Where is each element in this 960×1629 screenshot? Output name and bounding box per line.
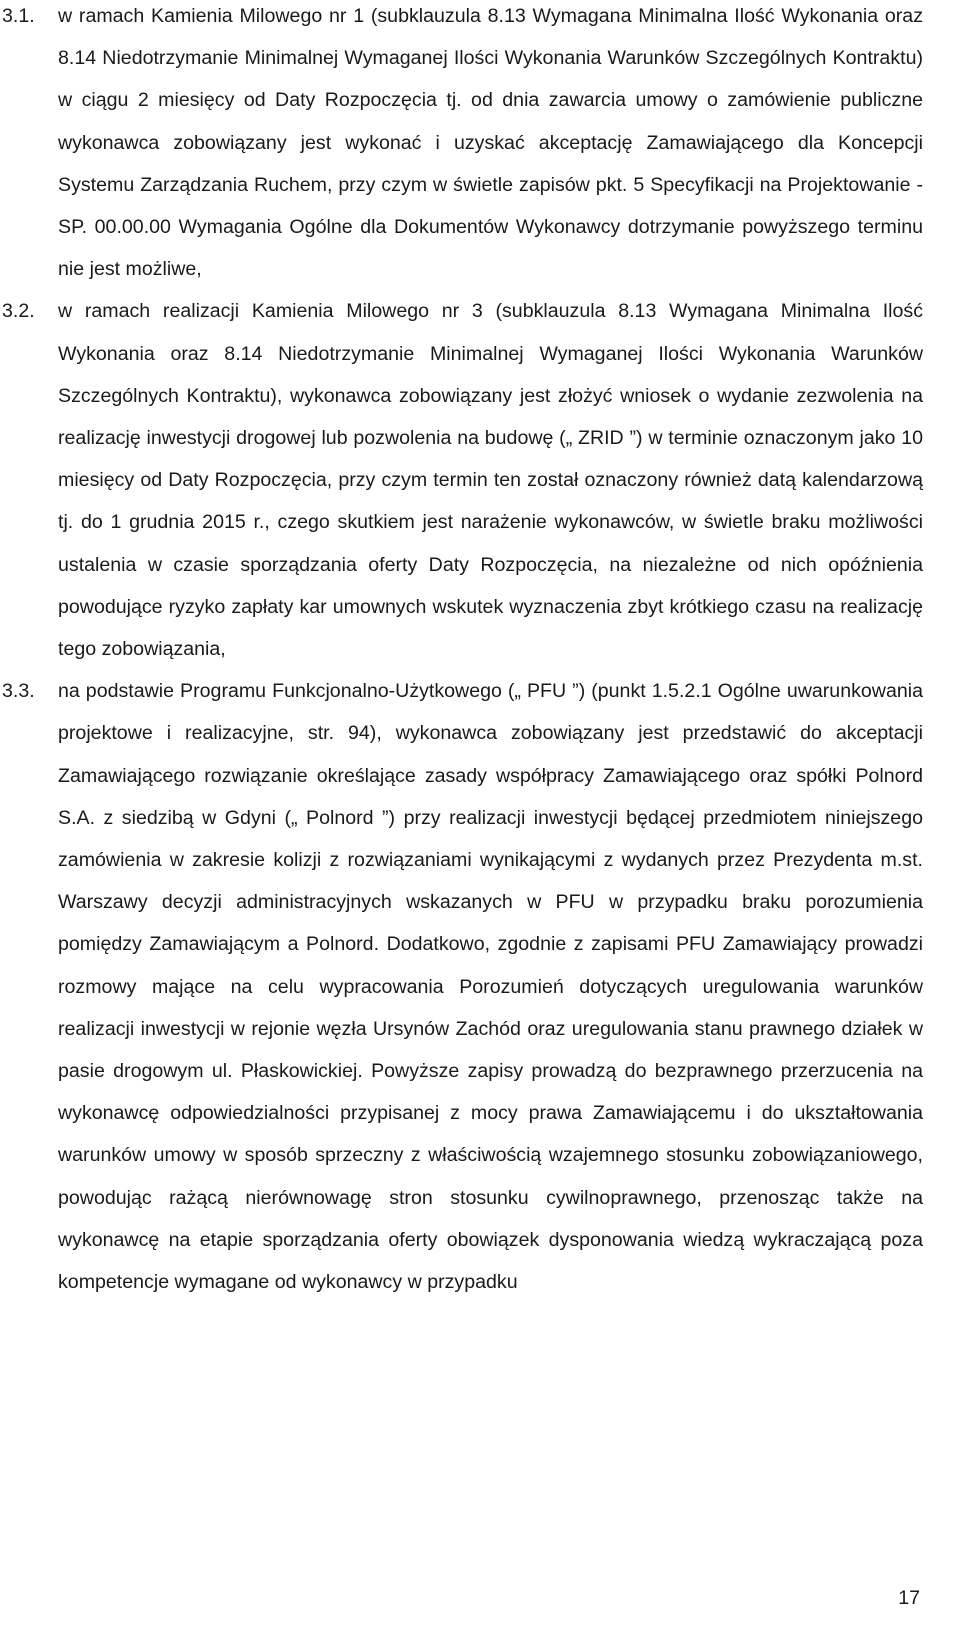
page-number: 17 xyxy=(898,1587,920,1609)
list-item xyxy=(0,0,960,290)
item-number: 3.1. xyxy=(2,5,35,27)
list-item xyxy=(0,670,960,1303)
item-number: 3.3. xyxy=(2,680,35,703)
item-text: na podstawie Programu Funkcjonalno-Użytkowego („ PFU ”) (punkt 1.5.2.1 Ogólne uwarunkowania projektowe i realizacyjne, str. 94), wykonawca zobowiązany jest przedstawić do akceptacji Zamawiającego rozwiązanie określające zasady współpracy Zamawiającego oraz spółki Polnord S.A. z siedzibą w Gdyni („ Polnord ”) przy realizacji inwestycji będącej przedmiotem niniejszego zamówienia w zakresie kolizji z rozwiązaniami wynikającymi z wydanych przez Prezydenta m.st. Warszawy decyzji administracyjnych wskazanych w PFU w przypadku braku porozumienia pomiędzy Zamawiającym a Polnord. Dodatkowo, zgodnie z zapisami PFU Zamawiający prowadzi rozmowy mające na celu wypracowania Porozumień dotyczących uregulowania warunków realizacji inwestycji w rejonie węzła Ursynów Zachód oraz uregulowania stanu prawnego działek w pasie drogowym ul. Płaskowickiej. Powyższe zapisy prowadzą do bezprawnego przerzucenia na wykonawcę odpowiedzialności przypisanej z mocy prawa Zamawiającemu i do ukształtowania warunków umowy w sposób sprzeczny z właściwością wzajemnego stosunku zobowiązaniowego, powodując rażącą nierównowagę stron stosunku cywilnoprawnego, przenosząc także na wykonawcę na etapie sporządzania oferty obowiązek dysponowania wiedzą wykraczającą poza kompetencje wymagane od wykonawcy w przypadku xyxy=(58,680,923,1294)
item-text: w ramach realizacji Kamienia Milowego nr 3 (subklauzula 8.13 Wymagana Minimalna Ilość Wykonania oraz 8.14 Niedotrzymanie Minimalnej Wymaganej Ilości Wykonania Warunków Szczególnych Kontraktu), wykonawca zobowiązany jest złożyć wniosek o wydanie zezwolenia na realizację inwestycji drogowej lub pozwolenia na budowę („ ZRID ”) w terminie oznaczonym jako 10 miesięcy od Daty Rozpoczęcia, przy czym termin ten został oznaczony również datą kalendarzową tj. do 1 grudnia 2015 r., czego skutkiem jest narażenie wykonawców, w świetle braku możliwości ustalenia w czasie sporządzania oferty Daty Rozpoczęcia, na niezależne od nich opóźnienia powodujące ryzyko zapłaty kar umownych wskutek wyznaczenia zbyt krótkiego czasu na realizację tego zobowiązania, xyxy=(58,300,923,661)
list-item xyxy=(0,290,960,670)
item-text: w ramach Kamienia Milowego nr 1 (subklauzula 8.13 Wymagana Minimalna Ilość Wykonania oraz 8.14 Niedotrzymanie Minimalnej Wymaganej Ilości Wykonania Warunków Szczególnych Kontraktu) w ciągu 2 miesięcy od Daty Rozpoczęcia tj. od dnia zawarcia umowy o zamówienie publiczne wykonawca zobowiązany jest wykonać i uzyskać akceptację Zamawiającego dla Koncepcji Systemu Zarządzania Ruchem, przy czym w świetle zapisów pkt. 5 Specyfikacji na Projektowanie - SP. 00.00.00 Wymagania Ogólne dla Dokumentów Wykonawcy dotrzymanie powyższego terminu nie jest możliwe, xyxy=(58,5,923,281)
item-number: 3.2. xyxy=(2,300,35,323)
